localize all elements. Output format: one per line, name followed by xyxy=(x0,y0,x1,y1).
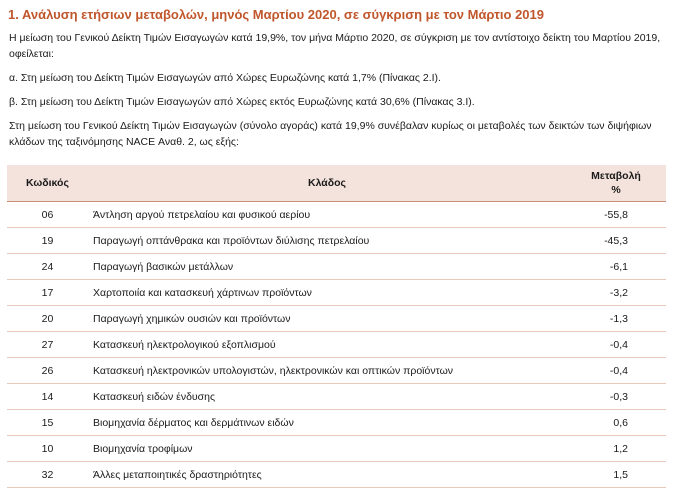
row-code: 06 xyxy=(7,202,88,228)
row-sector: Παραγωγή βασικών μετάλλων xyxy=(88,254,566,280)
list-item-eurozone: α. Στη μείωση του Δείκτη Τιμών Εισαγωγών από Χώρες Ευρωζώνης κατά 1,7% (Πίνακας 2.Ι). xyxy=(9,72,441,84)
section-heading: 1. Ανάλυση ετήσιων μεταβολών, μηνός Μαρτίου 2020, σε σύγκριση με τον Μάρτιο 2019 xyxy=(8,7,544,22)
row-code: 15 xyxy=(7,410,88,436)
table-row xyxy=(7,332,666,358)
header-change-label: Μεταβολή xyxy=(591,170,641,182)
row-sector: Χαρτοποιία και κατασκευή χάρτινων προϊόντων xyxy=(88,280,566,306)
table-row xyxy=(7,202,666,228)
row-change: -6,1 xyxy=(566,254,666,280)
table-row xyxy=(7,280,666,306)
table-header-row xyxy=(7,165,666,202)
row-sector: Παραγωγή χημικών ουσιών και προϊόντων xyxy=(88,306,566,332)
header-change-unit: % xyxy=(611,184,621,196)
row-sector: Άλλες μεταποιητικές δραστηριότητες xyxy=(88,462,566,488)
row-sector: Παραγωγή οπτάνθρακα και προϊόντων διύλισης πετρελαίου xyxy=(88,228,566,254)
table-row xyxy=(7,306,666,332)
table-row xyxy=(7,254,666,280)
table-row xyxy=(7,410,666,436)
list-item-non-eurozone: β. Στη μείωση του Δείκτη Τιμών Εισαγωγών από Χώρες εκτός Ευρωζώνης κατά 30,6% (Πίνακας 3.Ι). xyxy=(9,96,475,108)
row-change: 1,2 xyxy=(566,436,666,462)
header-code: Κωδικός xyxy=(7,165,88,202)
row-change: -0,3 xyxy=(566,384,666,410)
row-change: -0,4 xyxy=(566,358,666,384)
row-sector: Κατασκευή ηλεκτρονικών υπολογιστών, ηλεκτρονικών και οπτικών προϊόντων xyxy=(88,358,566,384)
row-change: -0,4 xyxy=(566,332,666,358)
header-sector: Κλάδος xyxy=(88,165,566,202)
row-code: 10 xyxy=(7,436,88,462)
row-change: 1,5 xyxy=(566,462,666,488)
row-code: 17 xyxy=(7,280,88,306)
row-code: 19 xyxy=(7,228,88,254)
row-sector: Κατασκευή ειδών ένδυσης xyxy=(88,384,566,410)
row-sector: Άντληση αργού πετρελαίου και φυσικού αερίου xyxy=(88,202,566,228)
row-code: 27 xyxy=(7,332,88,358)
table-row xyxy=(7,228,666,254)
sector-change-table xyxy=(7,165,666,488)
row-change: -1,3 xyxy=(566,306,666,332)
row-code: 26 xyxy=(7,358,88,384)
row-code: 24 xyxy=(7,254,88,280)
table-row xyxy=(7,384,666,410)
row-change: -55,8 xyxy=(566,202,666,228)
row-sector: Βιομηχανία δέρματος και δερμάτινων ειδών xyxy=(88,410,566,436)
row-code: 20 xyxy=(7,306,88,332)
row-code: 14 xyxy=(7,384,88,410)
main-paragraph: Στη μείωση του Γενικού Δείκτη Τιμών Εισαγωγών (σύνολο αγοράς) κατά 19,9% συνέβαλαν κυρίως οι μεταβολές των δεικτών των διψήφιων κλάδων της ταξινόμησης NACE Αναθ. 2, ως εξής: xyxy=(9,120,652,148)
row-sector: Βιομηχανία τροφίμων xyxy=(88,436,566,462)
row-code: 32 xyxy=(7,462,88,488)
header-change xyxy=(566,165,666,202)
table-row xyxy=(7,358,666,384)
table-row xyxy=(7,436,666,462)
row-change: -3,2 xyxy=(566,280,666,306)
row-change: -45,3 xyxy=(566,228,666,254)
intro-paragraph: Η μείωση του Γενικού Δείκτη Τιμών Εισαγωγών κατά 19,9%, τον μήνα Μάρτιο 2020, σε σύγκριση με τον αντίστοιχο δείκτη του Μαρτίου 2019, οφείλεται: xyxy=(9,32,661,60)
row-change: 0,6 xyxy=(566,410,666,436)
row-sector: Κατασκευή ηλεκτρολογικού εξοπλισμού xyxy=(88,332,566,358)
